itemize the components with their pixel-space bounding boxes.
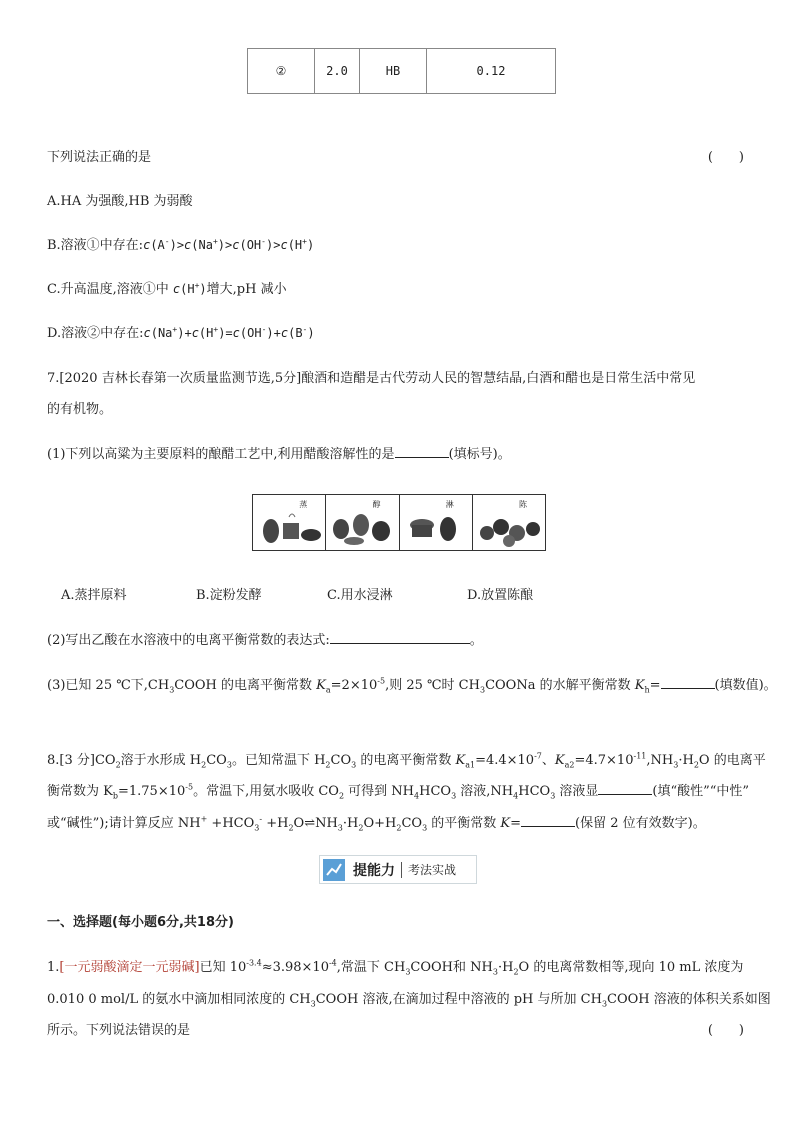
answer-blank [395, 457, 449, 458]
option-b-label: B.溶液①中存在: [47, 238, 144, 253]
q8-line2-text: 衡常数为 K [47, 784, 113, 799]
option-b: B.淀粉发酵 [196, 588, 262, 603]
answer-blank [330, 643, 470, 644]
option-c-tail: 增大,pH 减小 [206, 282, 287, 297]
pic-tag: 醇 [372, 500, 381, 509]
pic-tag: 蒸 [299, 500, 308, 509]
answer-parens: ( ) [707, 150, 744, 165]
q7-sub1-text: (1)下列以高粱为主要原料的酿醋工艺中,利用醋酸溶解性的是 [47, 447, 395, 462]
ferment-image [326, 495, 399, 550]
banner-divider [401, 862, 402, 878]
steam-image [253, 495, 326, 550]
option-c-formula: c(H+) [172, 281, 207, 296]
q8-line3: 或“碱性”);请计算反应 $NH^+ +HCO_3^-$ $+H_2O\rightleftharpoons NH_3\cdot H_2O+H_2CO_3$ 的平衡常数 K= (保留 2 位有效数字)。 [47, 814, 706, 833]
table-cell: 2.0 [315, 49, 360, 94]
section-banner [319, 855, 477, 884]
section-title: 一、选择题(每小题6分,共18分) [47, 915, 234, 930]
option-d-formula: c(Na+)+c(H+)=c(OH-)+c(B-) [143, 325, 315, 340]
option-b [47, 234, 314, 253]
q7-sub2-tail: 。 [469, 633, 483, 648]
q7-line2: 的有机物。 [47, 402, 113, 417]
q7-sub3-tail: (填数值)。 [714, 678, 777, 693]
option-c: C.用水浸淋 [327, 588, 393, 603]
table-cell: 0.12 [427, 49, 556, 94]
q1-line2-text: 0.010 0 mol/L 的氨水中滴加相同浓度的 CH [47, 992, 311, 1007]
q8-line1: 8.[3 分]$CO_2$溶于水形成 $H_2CO_3$。已知常温下 $H_2CO_3$ 的电离平衡常数 $K_{a1}=4.4\times 10^{-7}$、$K_{a2}=4.7\times 10^{-11},NH_3\cdot H_2O$ 的电离平 [47, 751, 766, 770]
option-d [47, 322, 315, 341]
leach-illustration [400, 495, 468, 550]
banner-subtitle: 考法实战 [408, 863, 457, 877]
option-d-label: D.溶液②中存在: [47, 326, 144, 341]
q7-sub3-text: (3)已知 25 ℃下,CH [47, 678, 170, 693]
table-row [248, 49, 556, 94]
q7-sub2 [47, 629, 483, 648]
q8-line2: 衡常数为 $K_b=1.75\times 10^{-5}$。常温下,用氨水吸收 $CO_2$ 可得到 $NH_4HCO_3$ 溶液$,NH_4HCO_3$ 溶液显 (填“酸性”“中性” [47, 782, 750, 801]
option-b-formula: c(A-)>c(Na+)>c(OH-)>c(H+) [143, 237, 315, 252]
answer-parens: ( ) [707, 1023, 744, 1038]
answer-blank [598, 794, 652, 795]
q8-line3-text: 或“碱性”);请计算反应 NH [47, 816, 201, 831]
question-tag: [一元弱酸滴定一元弱碱] [59, 960, 200, 975]
q1-line1: 1.[一元弱酸滴定一元弱碱]已知 $10^{-3.4}\approx 3.98\times 10^{-4}$,常温下 $CH_3COOH$和 $NH_3\cdot H_2O$ 的电离常数相等,现向 10 mL 浓度为 [47, 958, 744, 977]
q8-line3-tail: (保留 2 位有效数字)。 [575, 816, 706, 831]
option-d: D.放置陈酿 [467, 588, 534, 603]
chart-icon [323, 859, 345, 881]
option-a: A.HA 为强酸,HB 为弱酸 [47, 194, 193, 209]
process-images [252, 494, 546, 551]
pic-tag: 淋 [445, 500, 454, 509]
ferment-illustration [326, 495, 399, 550]
q7-sub1 [47, 443, 511, 462]
pic-tag: 陈 [519, 500, 527, 509]
answer-blank [521, 826, 575, 827]
q7-sub3 [47, 674, 777, 695]
q7-sub1-tail: (填标号)。 [448, 447, 511, 462]
table-cell: ② [248, 49, 315, 94]
q7-sub3-formula: $_3$COOH 的电离平衡常数 $K_a=2\times 10^{-5}$,则 25 ℃时 $CH_3COONa$ 的水解平衡常数 $K_h=$ [169, 676, 661, 695]
leach-image [400, 495, 473, 550]
option-c-label: C.升高温度,溶液①中 [47, 282, 173, 297]
q7-line1: 7.[2020 吉林长春第一次质量监测节选,5分]酿酒和造醋是古代劳动人民的智慧结晶,白酒和醋也是日常生活中常见 [47, 371, 696, 386]
aging-image [473, 495, 545, 550]
q7-sub2-text: (2)写出乙酸在水溶液中的电离平衡常数的表达式: [47, 633, 330, 648]
banner-title: 提能力 [353, 862, 395, 879]
steam-illustration [253, 495, 326, 550]
q1-line2: 0.010 0 mol/L 的氨水中滴加相同浓度的 $CH_3COOH$ 溶液,在滴加过程中溶液的 pH 与所加 $CH_3COOH$ 溶液的体积关系如图 [47, 992, 771, 1009]
q6-stem: 下列说法正确的是 [47, 150, 152, 165]
answer-blank [661, 688, 715, 689]
q1-line3: 所示。下列说法错误的是 [47, 1023, 191, 1038]
option-a: A.蒸拌原料 [61, 588, 127, 603]
option-c [47, 278, 287, 297]
table-cell: HB [360, 49, 427, 94]
aging-illustration [473, 495, 545, 550]
data-table [247, 48, 556, 94]
